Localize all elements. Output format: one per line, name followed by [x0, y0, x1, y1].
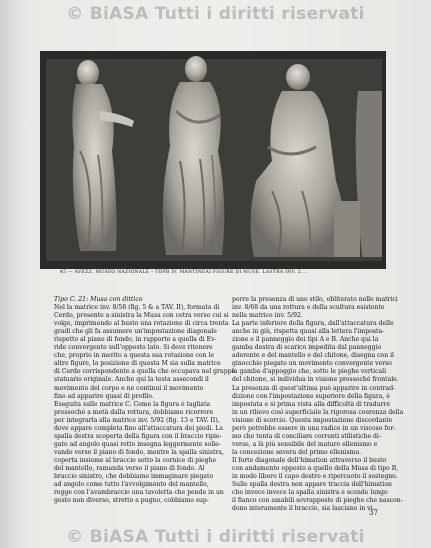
text-line: nella matrice inv. 5/92.: [232, 312, 303, 320]
text-line: Cerdo, presente a sinistra la Musa con cetra verso cui si: [54, 312, 229, 320]
text-line: del mantello, ramanda verso il piano di fondo. Al: [54, 464, 205, 472]
text-line: gato ad angolo quasi retto insegna leggermente solle-: [54, 440, 221, 448]
text-line: dono interamente il braccio, sia lasciano in vi-: [232, 505, 375, 513]
text-line: di Cerdo corrispondente a quella che occupava nel gruppo: [54, 368, 236, 376]
text-line: in modo libero il capo destro e ripercuote il sostegno.: [232, 473, 398, 481]
text-line: dove appare completa fino all'attaccatura dei piedi. La: [54, 424, 223, 432]
text-line: spalla destra scoperta della figura con il braccio ripie-: [54, 432, 222, 440]
text-line: ginocchio piegato un movimento convergente verso: [232, 360, 392, 368]
text-line: anche in giù, rispetta quasi alla lettera l'imposta-: [232, 328, 385, 336]
photo-caption: 45 — AVEZZ. MUSEO NAZIONALE – TOPB IV. MANTINEAI FIGURE DI MUSE. LASTRA INV. 2.…: [60, 270, 308, 275]
text-line: La parte inferiore della figura, dall'attaccatura delle: [232, 320, 394, 328]
watermark-top: © BiASA Tutti i diritti riservati: [66, 4, 365, 24]
figure-label: Tipo C. 21: Musa con dittico: [54, 296, 143, 303]
text-line: la concezione severa del primo ellenismo.: [232, 448, 362, 456]
text-line: dizione con l'impostazione superiore della figura, è: [232, 392, 390, 400]
text-line: inv. 8/68 da una rottura e della scultura esistente: [232, 304, 385, 312]
text-line: coperta insieme al braccio sotto la cornice di pieghe: [54, 456, 217, 464]
text-line: con andamento opposto a quello della Musa di tipo B,: [232, 464, 399, 472]
text-line: pressoché a metà dalla rottura, dobbiamo ricorrere: [54, 408, 214, 416]
text-line: regge con l'avambraccio una tavoletta che pende in un: [54, 489, 224, 497]
text-line: zione e il panneggio dei tipi A e B. Anche qui la: [232, 336, 379, 344]
text-line: Il forte diagonale dell'himation attraverso il busto: [232, 456, 387, 464]
text-line: aderente e del mantello e del chitone, disegna con il: [232, 352, 394, 360]
text-line: però potrebbe essere in una radice in un viscoso fer-: [232, 424, 396, 432]
text-line: verse, a là più sensibile del maturo ellenismo e: [232, 440, 378, 448]
text-line: mo che tenta di conciliare correnti stilistiche di-: [232, 432, 381, 440]
text-line: impostata e si prima vista alla difficoltà di tradurre: [232, 400, 391, 408]
text-line: gradi che gli fa assumere un'impostazione diagonale: [54, 328, 217, 336]
muse-relief-image: [40, 51, 386, 269]
text-line: per integrarla alla matrice inv. 5/92 (fig. 13 e TAV. II),: [54, 416, 220, 424]
text-line: del chitone, si individua in visione pressoché frontale.: [232, 376, 399, 384]
text-line: braccio sinistro, che dobbiamo immaginare piegato: [54, 473, 214, 481]
text-line: porre la presenza di uno stilo, obliterato nelle matrici: [232, 296, 398, 303]
text-line: che, proprio in merito a questa sua rotazione con le: [54, 352, 215, 360]
text-line: statuario originale. Anche qui la testa assecondi il: [54, 376, 209, 384]
text-line: Eseguita sulle matrice C. Come la figura è tagliata: [54, 400, 211, 408]
text-line: ad angolo come tutto l'avvolgimento del mantello,: [54, 481, 209, 489]
text-line: la gamba d'appoggio che, sotto le pieghe verticali: [232, 368, 387, 376]
relief-photograph: [40, 51, 386, 269]
text-line: volge, imprimendo al busto una rotazione di circa trenta: [54, 320, 229, 328]
text-line: fino ad apparire quasi di profilo.: [54, 392, 154, 400]
text-line: visione di scorcio. Questa impostazione discordante: [232, 416, 393, 424]
text-line: ride convergente sull'opposto lato. Si deve ritenere: [54, 344, 213, 352]
text-line: vando verso il piano di fondo, mentre la spalla sinistra,: [54, 448, 225, 456]
left-text-column: [54, 296, 236, 505]
text-line: altre figure, la posizione di questa M sia sulla matrice: [54, 360, 221, 368]
text-line: gesto non diverso, stretto a pugno, cobbiamo sup-: [54, 497, 209, 505]
text-line: La presenza di quest'ultima può apparire in contrad-: [232, 384, 396, 392]
watermark-bottom: © BiASA Tutti i diritti riservati: [66, 527, 365, 547]
text-line: gamba destra di scarico impedita dal panneggio: [232, 344, 382, 352]
text-line: movimento del corpo e ne continui il movimento: [54, 384, 204, 392]
page-number: 37: [369, 509, 378, 517]
text-line: Nel la matrice inv. 8/58 (fig. 5 & a TAV. II), formata di: [54, 304, 220, 312]
text-line: in un rilievo così superficiale la rigorosa coerenza della: [232, 408, 404, 416]
text-line: il fianco con amabili sovrapposte di pieghe che nascon-: [232, 497, 403, 505]
text-line: che invece invece la spalla sinistra e scende lungo: [232, 489, 388, 497]
text-line: Sulle spalla destra non appare traccia dell'himation: [232, 481, 392, 489]
text-line: rispetto al piano di fondo, in rapporto a quella di Ev-: [54, 336, 217, 344]
right-text-column: [232, 296, 404, 513]
